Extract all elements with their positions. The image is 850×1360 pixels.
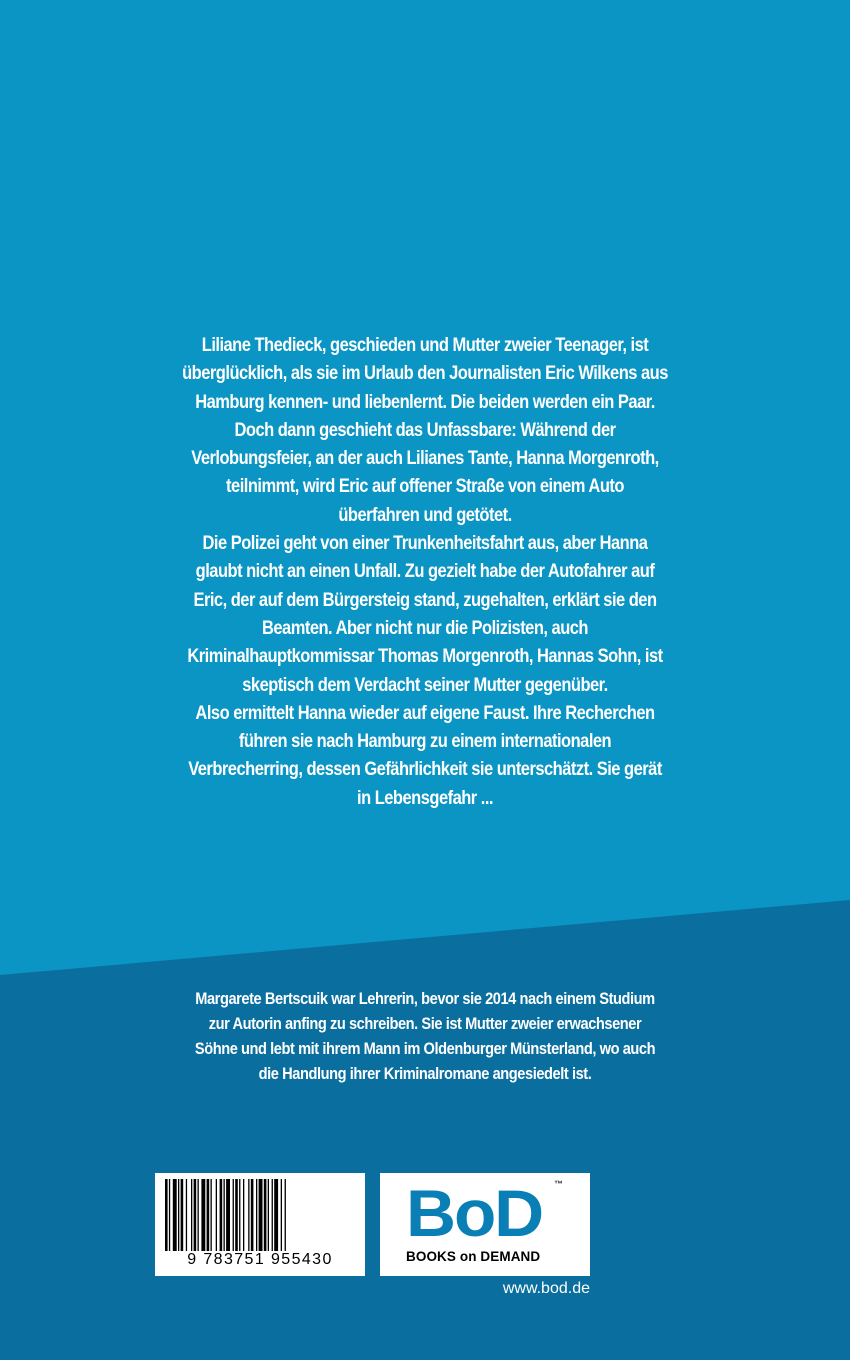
blurb-line: Eric, der auf dem Bürgersteig stand, zugehalten, erklärt sie den [193, 589, 657, 611]
author-bio-line: zur Autorin anfing zu schreiben. Sie ist Mutter zweier erwachsener [208, 1014, 642, 1033]
author-bio-line: Söhne und lebt mit ihrem Mann im Oldenburger Münsterland, wo auch [194, 1039, 656, 1058]
barcode-bar [181, 1179, 184, 1251]
author-bio [180, 986, 670, 1086]
publisher-logo [380, 1173, 590, 1276]
blurb-line: Beamten. Aber nicht nur die Polizisten, auch [261, 617, 589, 639]
author-bio-line: Margarete Bertscuik war Lehrerin, bevor sie 2014 nach einem Studium [195, 989, 655, 1008]
blurb-line: führen sie nach Hamburg zu einem internationalen [238, 731, 612, 753]
barcode-bar [281, 1179, 282, 1251]
bod-tagline: BOOKS on DEMAND [406, 1249, 541, 1264]
barcode-bar [256, 1179, 257, 1251]
barcode-bar [173, 1179, 177, 1251]
author-bio-line: die Handlung ihrer Kriminalromane angesiedelt ist. [258, 1064, 592, 1083]
blurb-line: Verbrecherring, dessen Gefährlichkeit sie unterschätzt. Sie gerät [188, 759, 662, 781]
barcode-bar [220, 1179, 223, 1251]
barcode-bar [224, 1179, 225, 1251]
isbn-number: 9 783751 955430 [187, 1251, 333, 1268]
barcode-bar [216, 1179, 217, 1251]
barcode-bar [272, 1179, 273, 1251]
barcode-bar [259, 1179, 263, 1251]
blurb-line: teilnimmt, wird Eric auf offener Straße von einem Auto [226, 476, 624, 498]
blurb-line: überglücklich, als sie im Urlaub den Journalisten Eric Wilkens aus [182, 363, 668, 385]
bod-logo-wordmark: BoD [406, 1176, 543, 1250]
barcode-bar [191, 1179, 192, 1251]
blurb-line: Kriminalhauptkommissar Thomas Morgenroth, Hannas Sohn, ist [187, 646, 663, 668]
barcode-bar [268, 1179, 269, 1251]
barcode-bar [207, 1179, 210, 1251]
blurb-line: skeptisch dem Verdacht seiner Mutter gegenüber. [242, 674, 608, 696]
barcode-bar [169, 1179, 170, 1251]
barcode-bar [194, 1179, 197, 1251]
trademark-symbol: ™ [554, 1179, 563, 1189]
blurb-line: Hamburg kennen- und liebenlernt. Die beiden werden ein Paar. [195, 391, 655, 413]
barcode-bar [186, 1179, 187, 1251]
blurb-line: Also ermittelt Hanna wieder auf eigene Faust. Ihre Recherchen [195, 702, 655, 724]
barcode-bar [248, 1179, 249, 1251]
blurb-line: Die Polizei geht von einer Trunkenheitsfahrt aus, aber Hanna [202, 533, 648, 555]
book-blurb [180, 332, 670, 813]
barcode-bar [198, 1179, 199, 1251]
barcode-bar [233, 1179, 234, 1251]
barcode-bar [264, 1179, 267, 1251]
barcode-bar [239, 1179, 240, 1251]
blurb-line: in Lebensgefahr ... [357, 787, 493, 809]
publisher-url: www.bod.de [502, 1280, 590, 1297]
barcode-bar [165, 1179, 168, 1251]
barcode-bar [211, 1179, 212, 1251]
blurb-line: überfahren und getötet. [338, 504, 512, 526]
isbn-barcode [155, 1173, 365, 1276]
barcode-bar [251, 1179, 254, 1251]
barcode-bar [201, 1179, 205, 1251]
barcode-bar [235, 1179, 238, 1251]
barcode-bar [226, 1179, 230, 1251]
barcode-bar [274, 1179, 278, 1251]
blurb-line: Verlobungsfeier, an der auch Lilianes Tante, Hanna Morgenroth, [191, 448, 659, 470]
barcode-bar [178, 1179, 179, 1251]
barcode-bar [243, 1179, 244, 1251]
blurb-line: Liliane Thedieck, geschieden und Mutter zweier Teenager, ist [201, 335, 649, 356]
barcode-bars [163, 1179, 357, 1251]
blurb-line: glaubt nicht an einen Unfall. Zu gezielt habe der Autofahrer auf [195, 561, 655, 583]
barcode-bar [285, 1179, 286, 1251]
blurb-line: Doch dann geschieht das Unfassbare: Während der [234, 419, 616, 441]
